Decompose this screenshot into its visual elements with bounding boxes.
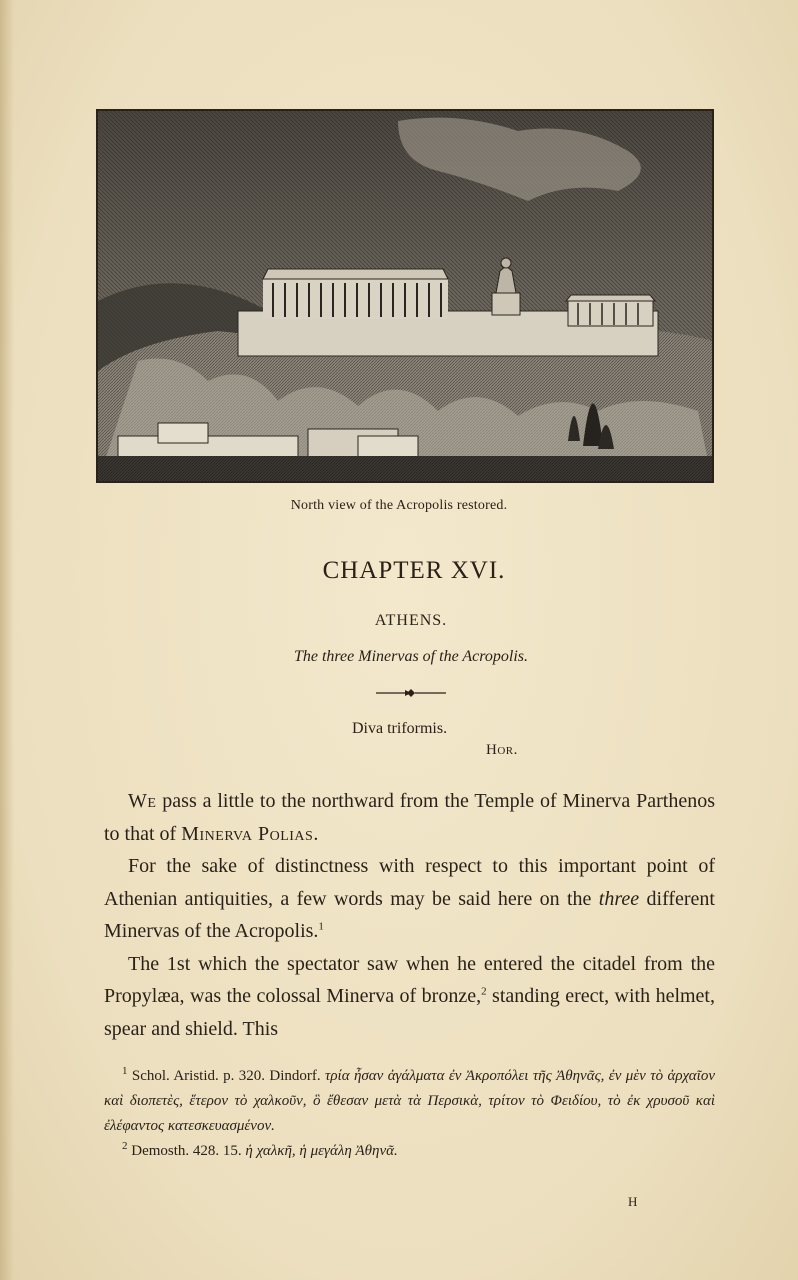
footnote-mark: 1 [122, 1065, 128, 1077]
paragraph-text: standing erect, with helmet, spear and shield. This [104, 985, 715, 1040]
footnote-citation: Schol. Aristid. p. 320. Dindorf. [127, 1068, 325, 1084]
footnote [104, 1139, 715, 1164]
emphasis: three [598, 887, 640, 910]
body-text [104, 785, 715, 1045]
illustration-caption: North view of the Acropolis restored. [290, 498, 508, 513]
paragraph-text: For the sake of distinctness with respect to this important point of Athenian antiquities, a few words may be said here on the [104, 855, 715, 910]
smallcaps-term: Minerva Polias [181, 822, 314, 845]
paragraph [104, 850, 715, 948]
paragraph [104, 948, 715, 1046]
signature-mark: H [628, 1194, 639, 1209]
section-title: ATHENS. [374, 612, 448, 629]
footnote-greek: ἡ χαλκῆ, ἡ μεγάλη Ἀθηνᾶ. [245, 1143, 398, 1159]
paragraph-text: . [313, 822, 319, 845]
footnote-citation: Demosth. 428. 15. [127, 1143, 246, 1159]
page-edge-shadow [0, 0, 14, 1280]
paragraph [104, 785, 715, 850]
footnote-mark: 2 [122, 1140, 128, 1152]
chapter-title: CHAPTER XVI. [322, 557, 506, 584]
chapter-subtitle: The three Minervas of the Acropolis. [293, 648, 529, 665]
divider-ornament [372, 686, 450, 700]
footnote-ref[interactable]: 2 [481, 985, 487, 998]
paragraph-text: The 1st which the spectator saw when he entered the citadel from the Propylæa, was the colossal Minerva of bronze, [104, 952, 715, 1007]
acropolis-engraving [96, 109, 714, 483]
paragraph-text: pass a little to the northward from the Temple of Minerva Parthenos to that of [104, 790, 715, 845]
drop-lead-word: We [128, 790, 157, 812]
footnotes [104, 1064, 715, 1164]
footnote-greek: τρία ἦσαν ἀγάλματα ἐν Ἀκροπόλει τῆς Ἀθηνᾶς, ἐν μὲν τὸ ἀρχαῖον καὶ διοπετὲς, ἕτερον τὸ χαλκοῦν, ὃ ἔθεσαν μετὰ τὰ Περσικὰ, τρίτον τὸ Φειδίου, τὸ ἐκ χρυσοῦ καὶ ἐλέφαντος κατεσκευασμένον. [104, 1068, 715, 1134]
footnote [104, 1064, 715, 1139]
epigraph-source: Hor. [486, 742, 518, 758]
footnote-ref[interactable]: 1 [318, 920, 324, 933]
epigraph-text: Diva triformis. [352, 720, 448, 737]
paragraph-text: different Minervas of the Acropolis. [104, 887, 715, 942]
